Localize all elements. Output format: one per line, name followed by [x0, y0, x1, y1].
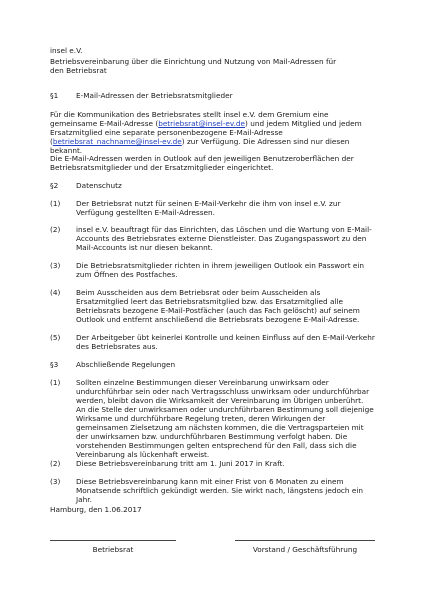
text-fragment: ) und jedem Mitglied und jedem Ersatzmitglied eine separate personenbezogene E-Mail-Adresse ( [50, 119, 362, 146]
organization-name: insel e.V. [50, 46, 83, 55]
betriebsrat-email-link[interactable]: betriebsrat@insel-ev.de [158, 119, 246, 128]
item-text: Die Betriebsratsmitglieder richten in ihrem jeweiligen Outlook ein Passwort ein zum Öffnen des Postfaches. [76, 261, 365, 279]
section-3-title: Abschließende Regelungen [76, 360, 176, 369]
item-text: Diese Betriebsvereinbarung kann mit einer Frist von 6 Monaten zu einem Monatsende schriftlich gekündigt werden. Sie wirkt nach, längstens jedoch ein Jahr. [76, 477, 364, 504]
text-fragment: Für die Kommunikation des Betriebsrates stellt insel e.V. dem Gremium eine gemeinsame E-Mail-Adresse ( [50, 110, 329, 128]
text-fragment: ) zur Verfügung. Die Adressen sind nur diesen bekannt. [50, 137, 350, 155]
document-title [50, 57, 375, 75]
section-2-number: §2 [50, 181, 59, 190]
item-number: (3) [50, 477, 61, 486]
section-2-title: Datenschutz [76, 181, 122, 190]
item-number: (2) [50, 225, 61, 234]
item-number: (1) [50, 378, 61, 387]
item-text: insel e.V. beauftragt für das Einrichten, das Löschen und die Wartung von E-Mail-Accounts des Betriebsrates externe Dienstleister. Das Zugangspasswort zu den Mail-Accounts ist nur diesen bekannt. [76, 225, 372, 252]
section-1-number: §1 [50, 91, 59, 100]
item-text: Sollten einzelne Bestimmungen dieser Vereinbarung unwirksam oder undurchführbar sein oder nach Vertragsschluss unwirksam oder undurchführbar werden, bleibt davon die Wirksamkeit der Vereinbarung im Übrigen unberührt. An die Stelle der unwirksamen oder undurchführbaren Bestimmung soll diejenige Wirksame und durchführbare Regelung treten, deren Wirkungen der gemeinsamen Zielsetzung am nächsten kommen, die die Vertragsparteien mit der unwirksamen bzw. undurchführbaren Bestimmung verfolgt haben. Die vorstehenden Bestimmungen gelten entsprechend für den Fall, dass sich die Vereinbarung als lückenhaft erweist. [76, 378, 374, 459]
document-title-line-2: den Betriebsrat [50, 66, 107, 75]
section-1-paragraph-1 [50, 110, 375, 155]
signature-line-right [235, 540, 375, 541]
member-email-link[interactable]: betriebsrat_nachname@insel-ev.de [52, 137, 182, 146]
item-text: Beim Ausscheiden aus dem Betriebsrat oder beim Ausscheiden als Ersatzmitglied leert das Betriebsratsmitglied bzw. das Ersatzmitglied alle Betriebsrats bezogene E-Mail-Postfächer (auch das Fach gelöscht) auf seinem Outlook und entfernt anschließend die Betriebsrats bezogene E-Mail-Adresse. [76, 288, 360, 324]
item-number: (2) [50, 459, 61, 468]
signature-label-vorstand: Vorstand / Geschäftsführung [252, 545, 358, 554]
signature-line-left [50, 540, 176, 541]
place-and-date: Hamburg, den 1.06.2017 [50, 505, 142, 514]
item-text: Der Betriebsrat nutzt für seinen E-Mail-Verkehr die ihm von insel e.V. zur Verfügung gestellten E-Mail-Adressen. [76, 199, 341, 217]
item-number: (5) [50, 333, 61, 342]
document-title-line-1: Betriebsvereinbarung über die Einrichtung und Nutzung von Mail-Adressen für [50, 57, 337, 66]
item-text: Diese Betriebsvereinbarung tritt am 1. Juni 2017 in Kraft. [76, 459, 285, 468]
item-number: (1) [50, 199, 61, 208]
section-1-paragraph-2: Die E-Mail-Adressen werden in Outlook auf den jeweiligen Benutzeroberflächen der Betriebsratsmitglieder und der Ersatzmitglieder eingerichtet. [50, 154, 354, 172]
item-number: (4) [50, 288, 61, 297]
signature-label-betriebsrat: Betriebsrat [92, 545, 134, 554]
item-number: (3) [50, 261, 61, 270]
section-3-number: §3 [50, 360, 59, 369]
item-text: Der Arbeitgeber übt keinerlei Kontrolle und keinen Einfluss auf den E-Mail-Verkehr des Betriebsrates aus. [76, 333, 375, 351]
section-1-title: E-Mail-Adressen der Betriebsratsmitglieder [76, 91, 233, 100]
